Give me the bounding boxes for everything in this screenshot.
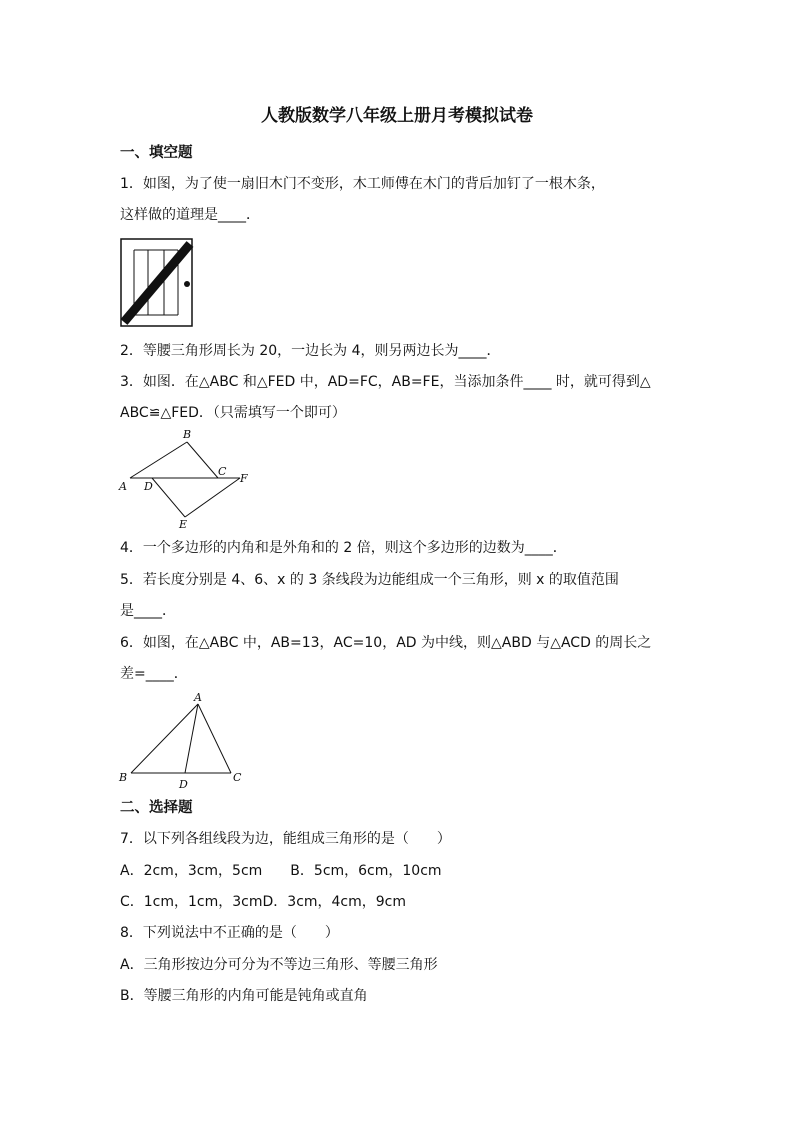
label-b: B [119, 771, 128, 784]
label-c: C [218, 465, 227, 478]
question-5-line-1: 5．若长度分别是 4、6、x 的 3 条线段为边能组成一个三角形，则 x 的取值范围 [120, 572, 619, 588]
label-d: D [179, 778, 188, 791]
section-heading-fill-in: 一、填空题 [120, 145, 193, 161]
door-knob [184, 281, 190, 287]
label-d: D [144, 480, 153, 493]
segment-d-e [152, 478, 185, 517]
question-2: 2．等腰三角形周长为 20，一边长为 4，则另两边长为____． [120, 343, 501, 359]
label-c: C [233, 771, 242, 784]
section-heading-multiple-choice: 二、选择题 [120, 800, 193, 816]
question-5-line-2: 是____． [120, 603, 176, 619]
label-a: A [119, 480, 127, 493]
segment-a-b [131, 704, 198, 773]
question-3-line-1: 3．如图．在△ABC 和△FED 中，AD=FC，AB=FE，当添加条件____ 时，就可得到△ [120, 374, 651, 390]
question-6-line-2: 差=____． [120, 666, 188, 682]
question-3-line-2: ABC≌△FED．（只需填写一个即可） [120, 405, 346, 421]
segment-a-c [198, 704, 231, 773]
triangles-abc-fed-figure [115, 428, 255, 534]
segment-b-c [187, 442, 218, 478]
segment-a-b [130, 442, 187, 478]
question-8-option-b: B．等腰三角形的内角可能是钝角或直角 [120, 988, 368, 1004]
question-1-line-1: 1．如图，为了使一扇旧木门不变形，木工师傅在木门的背后加钉了一根木条， [120, 176, 605, 192]
label-e: E [179, 518, 188, 531]
question-7-options-cd: C．1cm，1cm，3cmD．3cm，4cm，9cm [120, 894, 407, 910]
door-figure [120, 238, 194, 328]
question-6-line-1: 6．如图，在△ABC 中，AB=13，AC=10，AD 为中线，则△ABD 与△ACD 的周长之 [120, 635, 652, 651]
question-1-line-2: 这样做的道理是____． [120, 207, 260, 223]
question-7-options-ab: A．2cm，3cm，5cm B．5cm，6cm，10cm [120, 863, 442, 879]
question-8-option-a: A．三角形按边分可分为不等边三角形、等腰三角形 [120, 957, 438, 973]
label-f: F [240, 472, 248, 485]
question-4: 4．一个多边形的内角和是外角和的 2 倍，则这个多边形的边数为____． [120, 540, 567, 556]
triangle-abc-median-figure [117, 690, 252, 790]
label-b: B [183, 428, 192, 441]
question-7-stem: 7．以下列各组线段为边，能组成三角形的是（ ） [120, 831, 451, 847]
segment-e-f [185, 478, 240, 517]
question-8-stem: 8．下列说法中不正确的是（ ） [120, 925, 339, 941]
label-a: A [194, 691, 202, 704]
median-a-d [185, 704, 198, 773]
page-title: 人教版数学八年级上册月考模拟试卷 [261, 106, 533, 126]
